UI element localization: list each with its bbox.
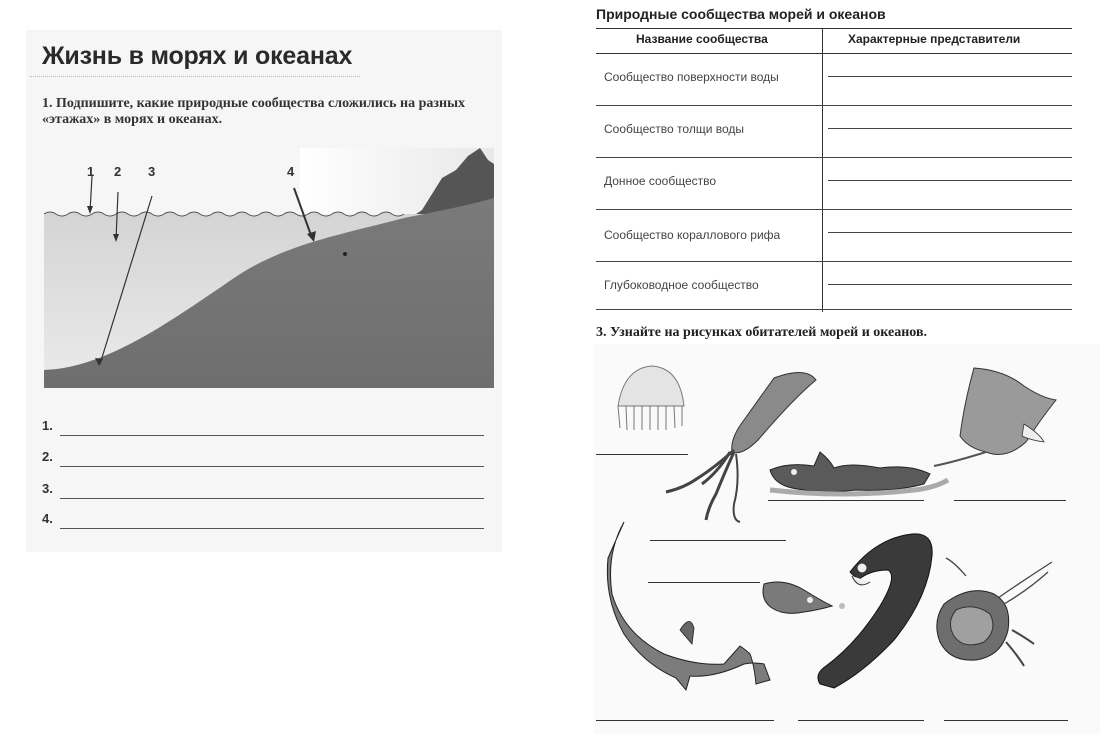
hammerhead-shark-illustration — [607, 522, 770, 690]
answer-number: 2. — [42, 449, 53, 464]
hermit-crab-illustration — [937, 558, 1052, 666]
animal-answer-line[interactable] — [798, 720, 924, 721]
community-name: Глубоководное сообщество — [604, 278, 759, 292]
community-name: Донное сообщество — [604, 174, 717, 188]
community-name: Сообщество поверхности воды — [604, 70, 779, 84]
diagram-label-3: 3 — [148, 164, 156, 179]
communities-table — [596, 28, 1072, 312]
representatives-line[interactable] — [828, 284, 1072, 285]
answer-row-2[interactable] — [42, 449, 492, 471]
answer-line[interactable] — [60, 435, 484, 436]
community-name: Сообщество толщи воды — [604, 122, 745, 136]
representatives-line[interactable] — [828, 76, 1072, 77]
task-3-text: 3. Узнайте на рисунках обитателей морей и океанов. — [596, 325, 928, 340]
animal-answer-line[interactable] — [954, 500, 1066, 501]
representatives-line[interactable] — [828, 128, 1072, 129]
diagram-label-1: 1 — [87, 164, 95, 179]
animal-answer-line[interactable] — [944, 720, 1068, 721]
answer-row-4[interactable] — [42, 511, 492, 533]
diagram-label-4: 4 — [287, 164, 295, 179]
column-header-representatives: Характерные представители — [848, 32, 1021, 46]
table-title: Природные сообщества морей и океанов — [596, 6, 886, 22]
answer-line[interactable] — [60, 528, 484, 529]
community-name: Сообщество кораллового рифа — [604, 228, 781, 242]
table-row — [596, 210, 1072, 262]
page-title: Жизнь в морях и океанах — [42, 42, 353, 70]
table-top-rule — [596, 28, 1072, 29]
animal-answer-line[interactable] — [650, 540, 786, 541]
jellyfish-illustration — [618, 366, 684, 430]
row-divider — [596, 309, 1072, 310]
animal-answer-line[interactable] — [596, 720, 774, 721]
answer-number: 1. — [42, 418, 53, 433]
answer-row-3[interactable] — [42, 481, 492, 503]
animals-illustration-area — [594, 344, 1100, 734]
diagram-label-2: 2 — [114, 164, 122, 179]
representatives-line[interactable] — [828, 180, 1072, 181]
answer-number: 4. — [42, 511, 53, 526]
table-row — [596, 262, 1072, 310]
animal-answer-line[interactable] — [648, 582, 760, 583]
answer-line[interactable] — [60, 498, 484, 499]
sea-zones-illustration — [44, 148, 494, 388]
table-row — [596, 158, 1072, 210]
table-row — [596, 54, 1072, 106]
anglerfish-illustration — [770, 452, 948, 494]
animal-answer-line[interactable] — [596, 454, 688, 455]
title-divider — [30, 76, 360, 77]
answer-row-1[interactable] — [42, 418, 492, 440]
viperfish-illustration — [818, 534, 932, 688]
answer-number: 3. — [42, 481, 53, 496]
stingray-illustration — [934, 368, 1056, 466]
sea-zones-diagram — [44, 148, 494, 388]
task-1-text: 1. Подпишите, какие природные сообщества сложились на разных «этажах» в морях и океанах. — [42, 96, 465, 127]
marine-animals-illustrations — [594, 344, 1100, 734]
representatives-line[interactable] — [828, 232, 1072, 233]
animal-answer-line[interactable] — [768, 500, 924, 501]
answer-line[interactable] — [60, 466, 484, 467]
column-header-name: Название сообщества — [636, 32, 768, 46]
table-row — [596, 106, 1072, 158]
small-deep-sea-fish-illustration — [763, 582, 845, 613]
floor-dot — [343, 252, 347, 256]
